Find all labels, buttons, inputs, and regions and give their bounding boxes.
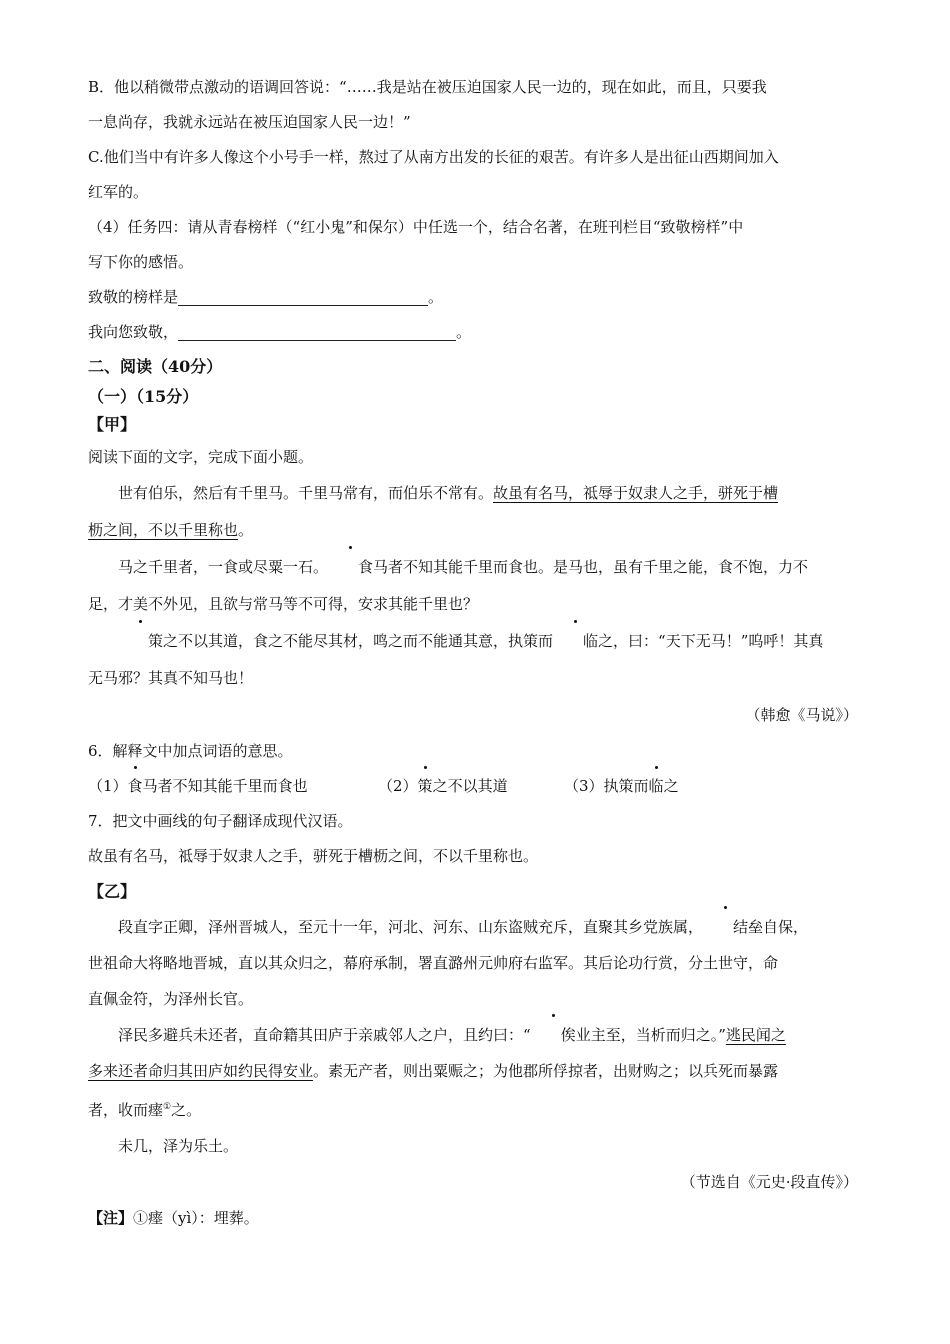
jia-p1-end: 。	[238, 521, 254, 539]
yi-p2-text-c: 。素无产者，则出粟赈之；为他郡所俘掠者，出财购之；以兵死而暴露	[313, 1062, 779, 1080]
jia-p2-text-a: 马之千里者，一食或尽粟一石。	[118, 558, 329, 576]
passage-yi-label: 【乙】	[88, 882, 137, 901]
yi-paragraph-2-cont2	[88, 1089, 858, 1128]
yi-underlined-part1: 逃民闻之	[725, 1026, 786, 1044]
q6-item-2-text: 之不以其道	[432, 777, 508, 795]
yi-p1-text-a: 段直字正卿，泽州晋城人，至元十一年，河北、河东、山东盗贼充斥，直聚其乡党族属，	[118, 918, 704, 936]
dotted-word-shi: 食	[328, 549, 373, 586]
yi-paragraph-2-cont1	[88, 1053, 858, 1089]
q6-item-1-num: （1）	[88, 777, 128, 795]
footnote-text: ①瘗（yì）：埋葬。	[133, 1209, 259, 1227]
jia-paragraph-1	[88, 475, 858, 512]
yi-underlined-part2: 多来还者命归其田庐如约民得安业	[88, 1062, 314, 1080]
yi-source: （节选自《元史·段直传》）	[680, 1173, 858, 1191]
dotted-word-ce: 策	[118, 623, 163, 660]
footnote-marker: ①	[163, 1102, 172, 1112]
section-title: 二、阅读（40分）	[88, 357, 223, 376]
q6-item-2-num: （2）	[378, 777, 418, 795]
q6-item-1-text: 马者不知其能千里而食也	[142, 777, 308, 795]
yi-paragraph-1-cont1: 世祖命大将略地晋城，直以其众归之，幕府承制，署直潞州元帅府右监军。其后论功行赏，分土世守，命	[88, 954, 779, 972]
fill-suffix-2: 。	[456, 323, 472, 341]
q6-dotted-ce: 策	[418, 769, 433, 804]
fill-prefix-1: 致敬的榜样是	[88, 288, 179, 306]
document-page	[88, 70, 858, 1236]
q6-item-3-end: 之	[663, 777, 679, 795]
fill-line-role-model	[88, 280, 858, 315]
answer-blank-2[interactable]	[178, 322, 456, 341]
q6-item-3	[564, 777, 679, 795]
yi-paragraph-3: 未几，泽为乐土。	[118, 1137, 239, 1155]
jia-paragraph-1-cont	[88, 512, 858, 549]
jia-p1-text: 世有伯乐，然后有千里马。千里马常有，而伯乐不常有。	[118, 484, 494, 502]
yi-paragraph-2	[88, 1017, 858, 1053]
subsection-title: （一）（15分）	[88, 387, 199, 406]
dotted-word-si: 俟	[531, 1017, 576, 1053]
answer-blank-1[interactable]	[178, 287, 428, 306]
question-6-items	[88, 769, 858, 804]
yi-p1-text-b: 垒自保，	[748, 918, 809, 936]
fill-prefix-2: 我向您致敬，	[88, 323, 179, 341]
option-b-line1: B．他以稍微带点激动的语调回答说：“……我是站在被压迫国家人民一边的，现在如此，而且，只要我	[88, 78, 767, 96]
fill-suffix-1: 。	[428, 288, 444, 306]
footnote-label: 【注】	[88, 1209, 134, 1227]
question-7-stem: 7．把文中画线的句子翻译成现代汉语。	[88, 812, 353, 830]
option-b-line2: 一息尚存，我就永远站在被压迫国家人民一边！”	[88, 113, 411, 131]
yi-p2-text-a: 泽民多避兵未还者，直命籍其田庐于亲戚邻人之户，且约曰：“	[118, 1026, 531, 1044]
jia-paragraph-2-cont: 足，才美不外见，且欲与常马等不可得，安求其能千里也？	[88, 595, 479, 613]
jia-p2-text-b: 马者不知其能千里而食也。是马也，虽有千里之能，食不饱，力不	[373, 558, 809, 576]
jia-paragraph-3-cont: 无马邪？其真不知马也！	[88, 669, 254, 687]
option-c-line2: 红军的。	[88, 183, 149, 201]
q6-dotted-lin: 临	[649, 769, 664, 804]
jia-p3-text-a: 之不以其道，食之不能尽其材，鸣之而不能通其意，执策而	[163, 632, 554, 650]
question-6-stem: 6．解释文中加点词语的意思。	[88, 742, 293, 760]
underlined-sentence-part1: 故虽有名马，祗辱于奴隶人之手，骈死于槽	[493, 484, 779, 502]
task4-line2: 写下你的感悟。	[88, 253, 194, 271]
instruction: 阅读下面的文字，完成下面小题。	[88, 448, 314, 466]
jia-source: （韩愈《马说》）	[745, 706, 858, 724]
underlined-sentence-part2: 枥之间，不以千里称也	[88, 521, 239, 539]
q6-item-3-text: （3）执策而	[564, 777, 649, 795]
q6-item-2	[378, 769, 564, 804]
question-7-sentence: 故虽有名马，祗辱于奴隶人之手，骈死于槽枥之间，不以千里称也。	[88, 847, 539, 865]
yi-p2-text-d: 者，收而瘗	[88, 1101, 164, 1119]
q6-dotted-shi: 食	[128, 769, 143, 804]
footnote	[88, 1200, 858, 1236]
dotted-word-lin: 临	[553, 623, 598, 660]
jia-paragraph-2	[88, 549, 858, 586]
jia-p3-text-b: 之，曰：“天下无马！”呜呼！其真	[598, 632, 824, 650]
jia-paragraph-3	[88, 623, 858, 660]
passage-jia-label: 【甲】	[88, 415, 137, 434]
q6-item-1	[88, 769, 378, 804]
fill-line-salute	[88, 315, 858, 350]
yi-p2-text-e: 之。	[171, 1101, 202, 1119]
yi-p2-text-b: 业主至，当析而归之。”	[575, 1026, 726, 1044]
yi-paragraph-1	[88, 909, 858, 945]
option-c-line1: C.他们当中有许多人像这个小号手一样，熬过了从南方出发的长征的艰苦。有许多人是出征山西期间加入	[88, 148, 779, 166]
yi-paragraph-1-cont2: 直佩金符，为泽州长官。	[88, 990, 254, 1008]
dotted-word-jie: 结	[703, 909, 748, 945]
task4-line1: （4）任务四：请从青春榜样（“红小鬼”和保尔）中任选一个，结合名著，在班刊栏目“致敬榜样”中	[88, 218, 744, 236]
